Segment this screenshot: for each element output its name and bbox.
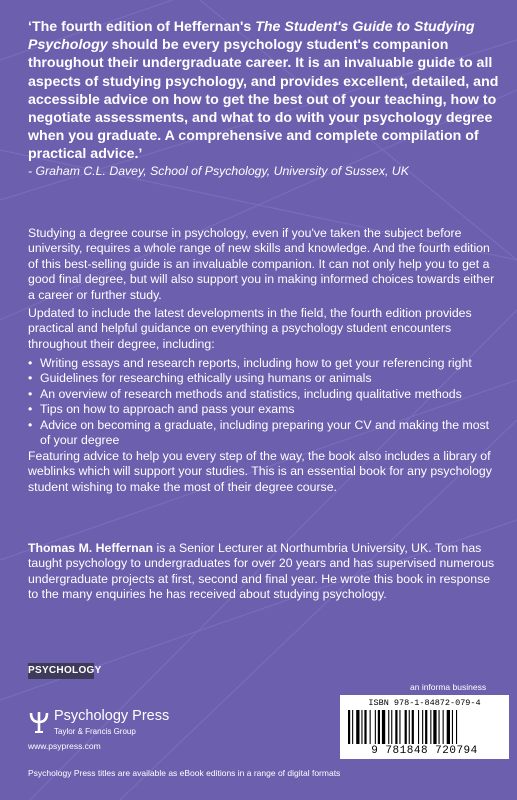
description-paragraph-1: Studying a degree course in psychology, even if you've taken the subject before university, requires a whole range of new skills and knowledge. And the fourth edition of this best-selling guide is an invaluable companion. It can not only help you to get a good final degree, but will also support you in making informed choices towards either a career or further study. (28, 226, 495, 302)
feature-list (28, 356, 500, 448)
list-item: • Guidelines for researching ethically using humans or animals (28, 371, 500, 386)
author-name: Thomas M. Heffernan (28, 541, 154, 555)
publisher-url[interactable]: www.psypress.com (28, 741, 101, 751)
subject-badge: PSYCHOLOGY (28, 663, 94, 679)
isbn-text: ISBN 978-1-84872-079-4 (368, 698, 481, 708)
ean-digits: 9 781848 720794 (371, 745, 478, 757)
description-paragraph-3: Featuring advice to help you every step of the way, the book also includes a library of weblinks which will support your studies. This is an essential book for any psychology student wishing to make the most of their degree course. (28, 449, 492, 494)
barcode-icon (348, 710, 501, 744)
ebook-note: Psychology Press titles are available as eBook editions in a range of digital formats (28, 768, 341, 778)
quote-body: should be every psychology student's companion throughout their undergraduate career. It is an invaluable guide to all aspects of studying psychology, and provides excellent, detailed, and accessible advice on how to get the best out of your teaching, how to negotiate assessments, and what to do with your psychology degree when you graduate. A comprehensive and complete compilation of practical advice.’ (28, 37, 499, 163)
author-bio (28, 541, 500, 603)
list-item: • An overview of research methods and statistics, including qualitative methods (28, 387, 500, 402)
list-item: • Advice on becoming a graduate, including preparing your CV and making the most of your degree (28, 418, 500, 449)
quote-book-title: The Student's Guide to Studying Psychology (28, 19, 475, 54)
publisher-name: Psychology Press (54, 708, 170, 724)
quote-intro: ‘The fourth edition of Heffernan's (28, 19, 256, 35)
list-item: • Tips on how to approach and pass your exams (28, 402, 500, 417)
description-paragraph-2: Updated to include the latest developments in the field, the fourth edition provides practical and helpful guidance on everything a psychology student encounters throughout their degree, including: (28, 306, 472, 351)
psi-logo-icon (28, 710, 50, 734)
publisher-group: Taylor & Francis Group (54, 727, 136, 736)
quote-attribution: - Graham C.L. Davey, School of Psychology, University of Sussex, UK (28, 164, 409, 178)
informa-tagline: an informa business (410, 682, 487, 692)
isbn-barcode (340, 695, 509, 759)
list-item: • Writing essays and research reports, including how to get your referencing right (28, 356, 500, 371)
endorsement-quote (28, 18, 504, 164)
author-bio-text: is a Senior Lecturer at Northumbria University, UK. Tom has taught psychology to undergraduates for over 20 years and has supervised numerous undergraduate projects at first, second and final year. He wrote this book in response to the many enquiries he has received about studying psychology. (28, 541, 495, 602)
